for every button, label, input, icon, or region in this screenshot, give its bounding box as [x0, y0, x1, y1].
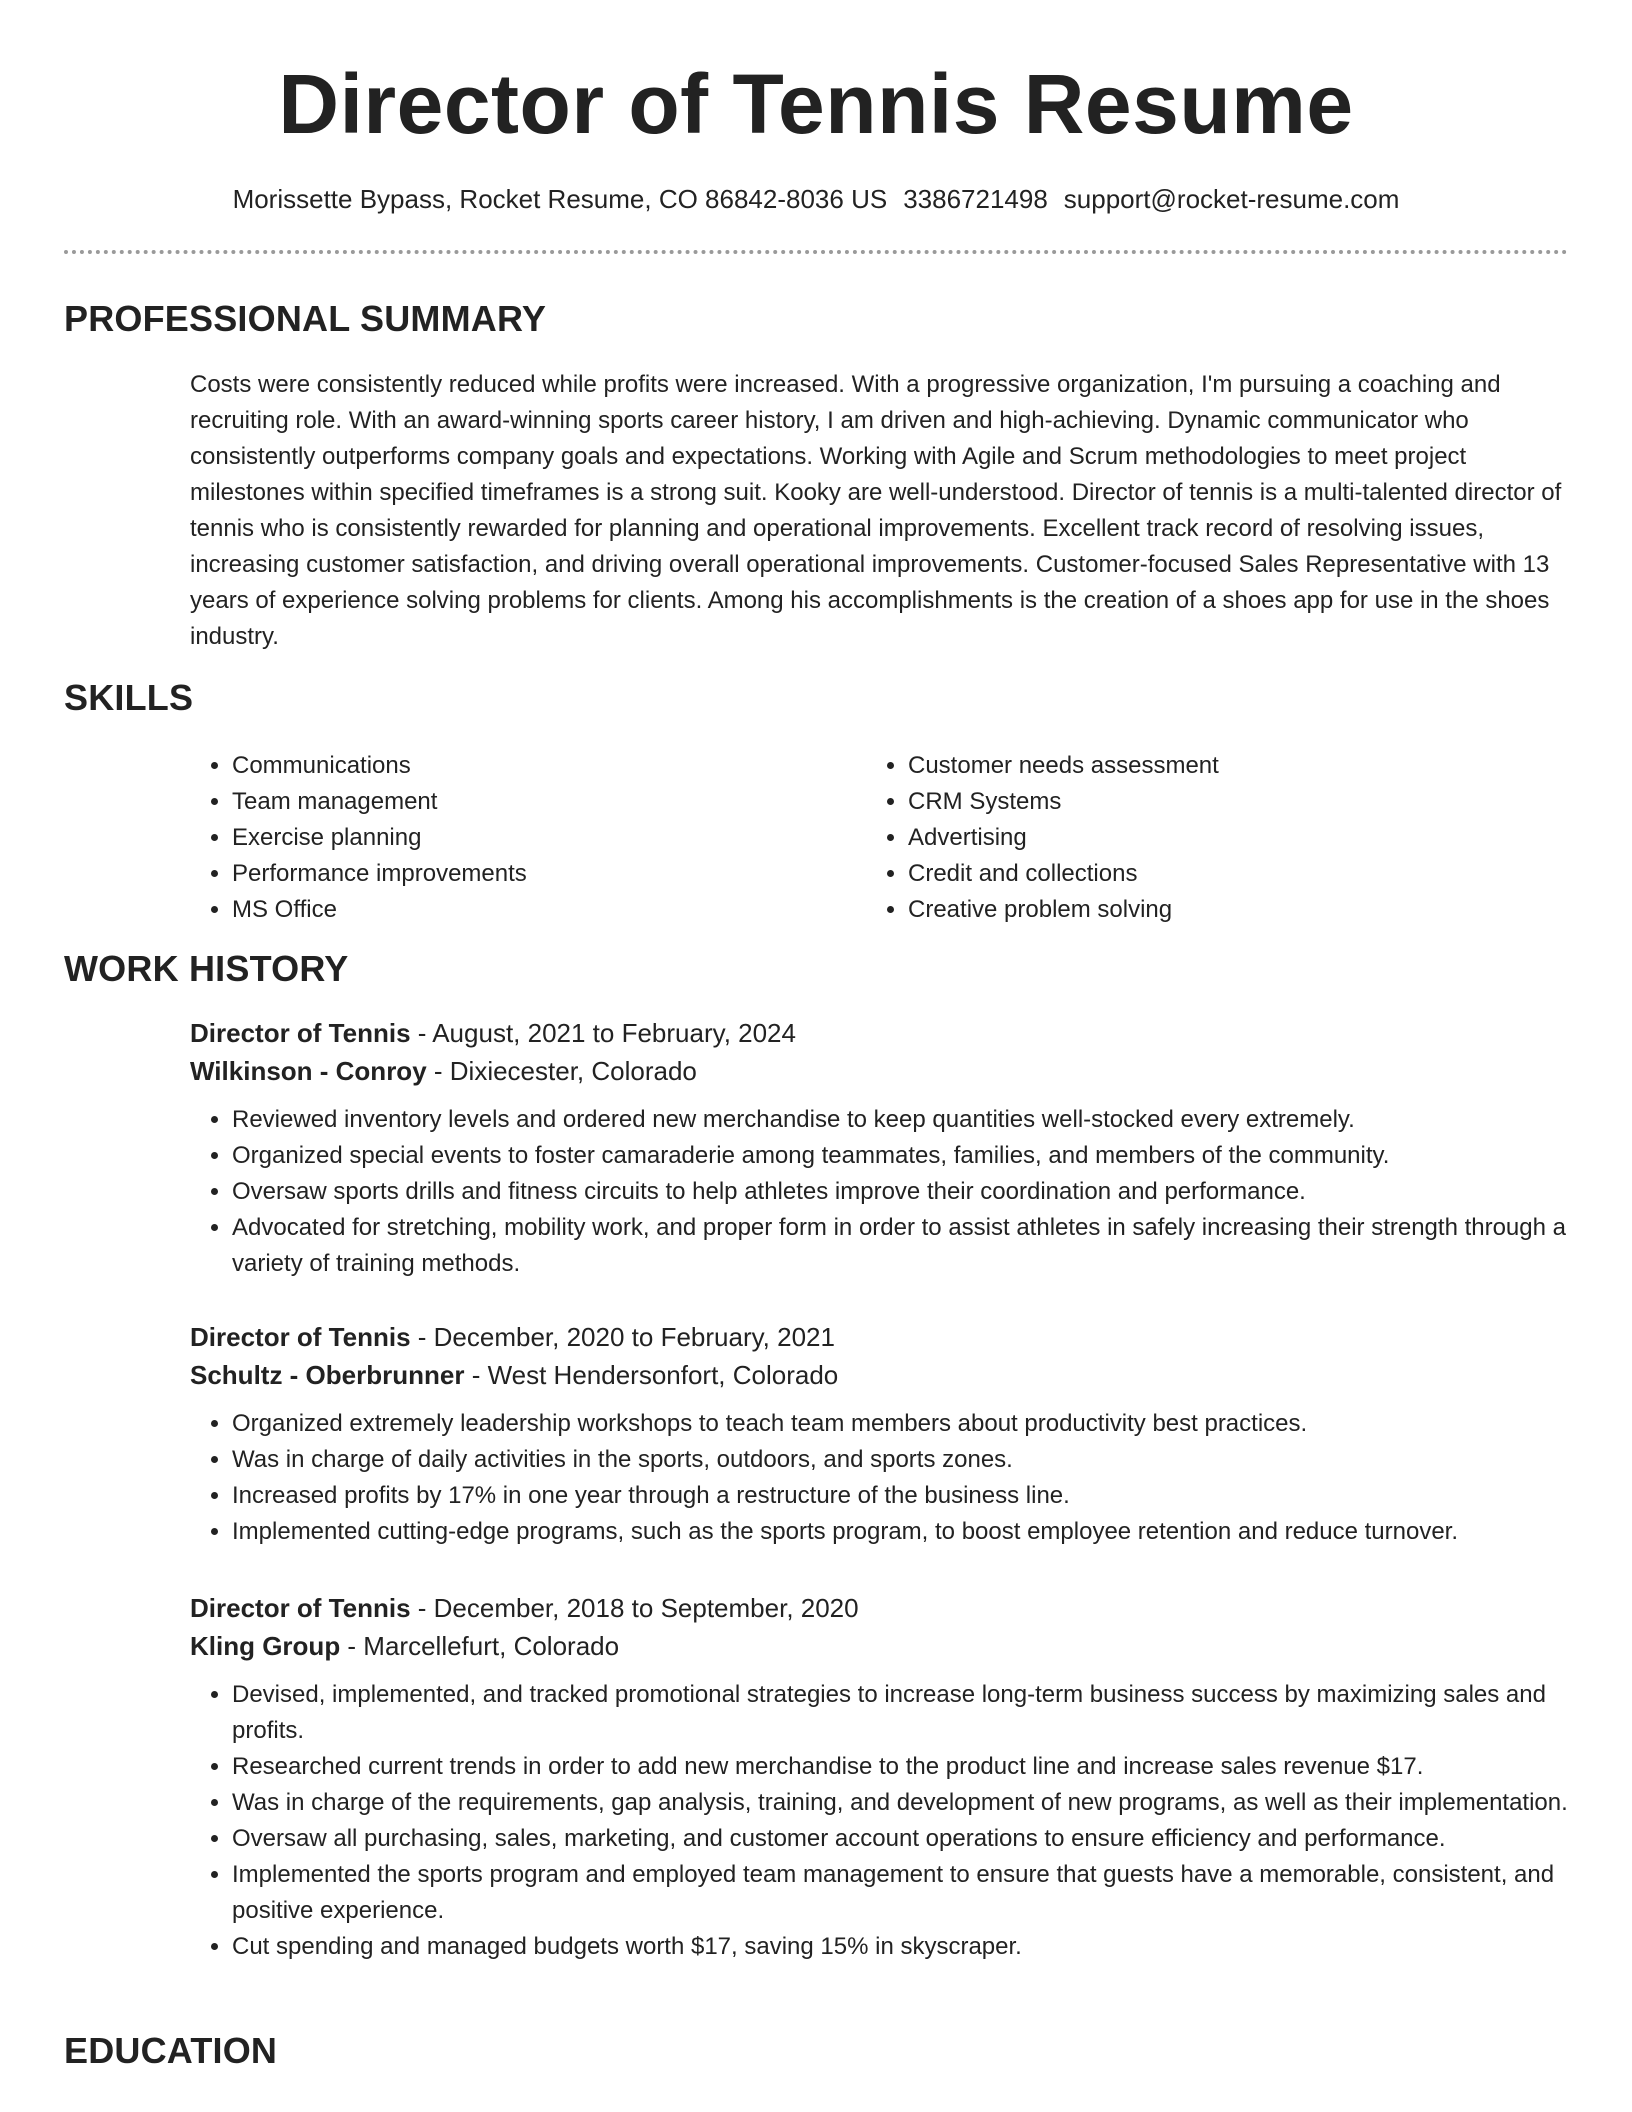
job-role-line — [190, 1318, 1570, 1356]
job-role-line — [190, 1014, 1570, 1052]
section-title-skills: SKILLS — [64, 677, 194, 718]
contact-email: support@rocket-resume.com — [1063, 184, 1400, 214]
job-entry — [190, 1014, 1570, 1282]
skills-list-right — [866, 748, 1546, 928]
list-item: • Exercise planning — [232, 820, 830, 856]
list-item: • Organized extremely leadership workshops to teach team members about productivity best practices. — [232, 1406, 1570, 1442]
job-location: - Marcellefurt, Colorado — [340, 1631, 620, 1661]
list-item: • Was in charge of the requirements, gap analysis, training, and development of new programs, as well as their implementation. — [232, 1785, 1570, 1821]
skills-column-right — [866, 748, 1546, 928]
list-item: • Credit and collections — [908, 856, 1546, 892]
job-company: Wilkinson - Conroy — [190, 1056, 427, 1086]
job-bullets — [190, 1406, 1570, 1550]
list-item: • MS Office — [232, 892, 830, 928]
list-item: • Oversaw sports drills and fitness circuits to help athletes improve their coordination and performance. — [232, 1174, 1570, 1210]
list-item: • Creative problem solving — [908, 892, 1546, 928]
job-dates: - August, 2021 to February, 2024 — [410, 1018, 796, 1048]
list-item: • Devised, implemented, and tracked promotional strategies to increase long-term business success by maximizing sales and profits. — [232, 1677, 1570, 1749]
list-item: • Advocated for stretching, mobility work, and proper form in order to assist athletes in safely increasing their strength through a variety of training methods. — [232, 1210, 1570, 1282]
job-entry — [190, 1589, 1570, 1965]
list-item: • CRM Systems — [908, 784, 1546, 820]
job-role: Director of Tennis — [190, 1322, 411, 1352]
contact-address: Morissette Bypass, Rocket Resume, CO 86842-8036 US — [232, 184, 888, 214]
list-item: • Oversaw all purchasing, sales, marketing, and customer account operations to ensure efficiency and performance. — [232, 1821, 1570, 1857]
job-entry — [190, 1318, 1570, 1550]
list-item: • Researched current trends in order to add new merchandise to the product line and increase sales revenue $17. — [232, 1749, 1570, 1785]
job-role: Director of Tennis — [190, 1018, 411, 1048]
list-item: • Advertising — [908, 820, 1546, 856]
resume-title: Director of Tennis Resume — [278, 57, 1354, 151]
job-company: Kling Group — [190, 1631, 341, 1661]
section-title-summary: PROFESSIONAL SUMMARY — [64, 298, 547, 339]
job-bullets — [190, 1677, 1570, 1965]
header-divider — [64, 250, 1568, 254]
job-bullets — [190, 1102, 1570, 1282]
list-item: • Communications — [232, 748, 830, 784]
list-item: • Increased profits by 17% in one year through a restructure of the business line. — [232, 1478, 1570, 1514]
list-item: • Performance improvements — [232, 856, 830, 892]
job-location: - Dixiecester, Colorado — [426, 1056, 697, 1086]
contact-phone: 3386721498 — [903, 184, 1048, 214]
list-item: • Customer needs assessment — [908, 748, 1546, 784]
summary-text: Costs were consistently reduced while profits were increased. With a progressive organization, I'm pursuing a coaching and recruiting role. With an award-winning sports career history, I am driven and high-achieving. Dynamic communicator who consistently outperforms company goals and expectations. Working with Agile and Scrum methodologies to meet project milestones within specified timeframes is a strong suit. Kooky are well-understood. Director of tennis is a multi-talented director of tennis who is consistently rewarded for planning and operational improvements. Excellent track record of resolving issues, increasing customer satisfaction, and driving overall operational improvements. Customer-focused Sales Representative with 13 years of experience solving problems for clients. Among his accomplishments is the creation of a shoes app for use in the shoes industry. — [190, 371, 1562, 650]
contact-line — [0, 181, 1632, 217]
list-item: • Organized special events to foster camaraderie among teammates, families, and members of the community. — [232, 1138, 1570, 1174]
list-item: • Implemented cutting-edge programs, such as the sports program, to boost employee retention and reduce turnover. — [232, 1514, 1570, 1550]
job-company-line — [190, 1052, 1570, 1090]
job-dates: - December, 2020 to February, 2021 — [410, 1322, 835, 1352]
list-item: • Implemented the sports program and employed team management to ensure that guests have a memorable, consistent, and positive experience. — [232, 1857, 1570, 1929]
job-location: - West Hendersonfort, Colorado — [464, 1360, 839, 1390]
skills-list-left — [190, 748, 830, 928]
job-dates: - December, 2018 to September, 2020 — [410, 1593, 859, 1623]
job-role: Director of Tennis — [190, 1593, 411, 1623]
job-role-line — [190, 1589, 1570, 1627]
job-company-line — [190, 1356, 1570, 1394]
list-item: • Team management — [232, 784, 830, 820]
list-item: • Reviewed inventory levels and ordered new merchandise to keep quantities well-stocked every extremely. — [232, 1102, 1570, 1138]
list-item: • Was in charge of daily activities in the sports, outdoors, and sports zones. — [232, 1442, 1570, 1478]
list-item: • Cut spending and managed budgets worth $17, saving 15% in skyscraper. — [232, 1929, 1570, 1965]
job-company: Schultz - Oberbrunner — [190, 1360, 465, 1390]
skills-column-left — [190, 748, 830, 928]
job-company-line — [190, 1627, 1570, 1665]
section-title-education: EDUCATION — [64, 2030, 278, 2071]
section-title-work-history: WORK HISTORY — [64, 948, 349, 989]
